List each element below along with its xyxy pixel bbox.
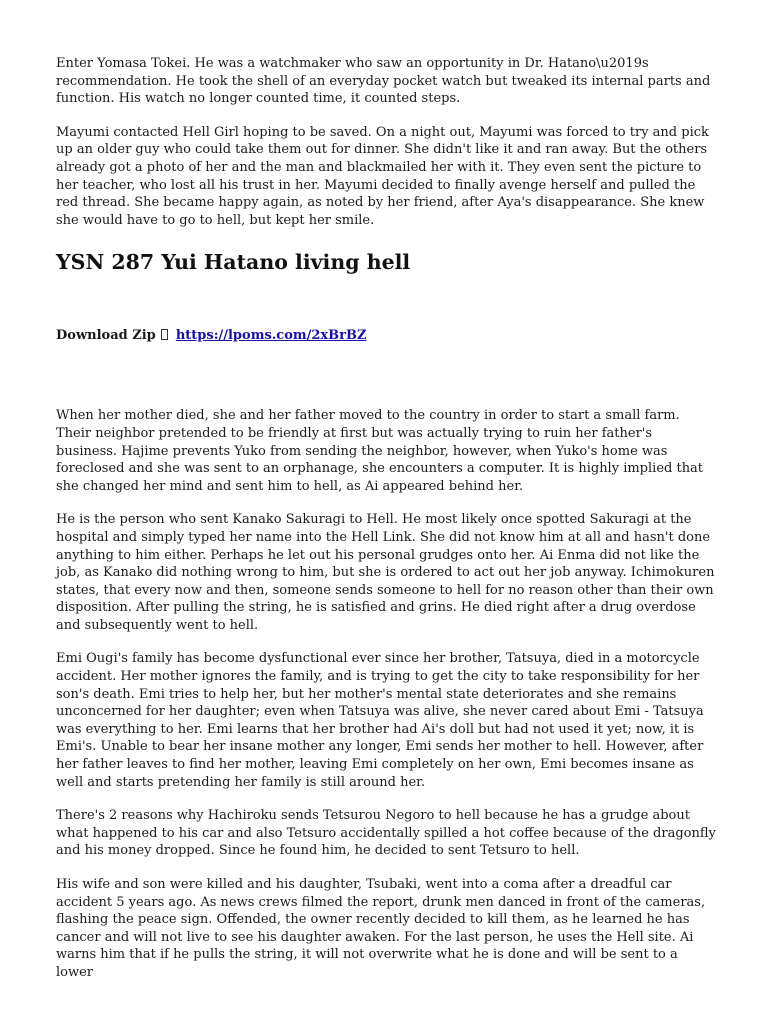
missing-glyph-icon bbox=[161, 329, 168, 340]
paragraph-kanako: He is the person who sent Kanako Sakuragi to Hell. He most likely once spotted Sakuragi at the hospital and simply typed her name into the Hell Link. She did not know him at all and hasn't done anything to him either. Perhaps he let out his personal grudges onto her. Ai Enma did not like the job, as Kanako did nothing wrong to him, but she is ordered to act out her job anyway. Ichimokuren states, that every now and then, someone sends someone to hell for no reason other than their own disposition. After pulling the string, he is satisfied and grins. He died right after a drug overdose and subsequently went to hell. bbox=[56, 512, 715, 633]
page-heading: YSN 287 Yui Hatano living hell bbox=[56, 250, 411, 275]
paragraph-emi: Emi Ougi's family has become dysfunctional ever since her brother, Tatsuya, died in a motorcycle accident. Her mother ignores the family, and is trying to get the city to take responsibility for her son's death. Emi tries to help her, but her mother's mental state deteriorates and she remains unconcerned for her daughter; even when Tatsuya was alive, she never cared about Emi - Tatsuya was everything to her. Emi learns that her brother had Ai's doll but had not used it yet; now, it is Emi's. Unable to bear her insane mother any longer, Emi sends her mother to hell. However, after her father leaves to find her mother, leaving Emi completely on her own, Emi becomes insane as well and starts pretending her family is still around her. bbox=[56, 651, 704, 790]
paragraph-mayumi: Mayumi contacted Hell Girl hoping to be saved. On a night out, Mayumi was forced to try and pick up an older guy who could take them out for dinner. She didn't like it and ran away. But the others already got a photo of her and the man and blackmailed her with it. They even sent the picture to her teacher, who lost all his trust in her. Mayumi decided to finally avenge herself and pulled the red thread. She became happy again, as noted by her friend, after Aya's disappearance. She knew she would have to go to hell, but kept her smile. bbox=[56, 124, 709, 228]
download-link[interactable]: https://lpoms.com/2xBrBZ bbox=[175, 328, 367, 344]
paragraph-hachiroku: There's 2 reasons why Hachiroku sends Tetsurou Negoro to hell because he has a grudge about what happened to his car and also Tetsuro accidentally spilled a hot coffee because of the dragonfly and his money dropped. Since he found him, he decided to sent Tetsuro to hell. bbox=[56, 808, 716, 859]
paragraph-yomasa-tokei: Enter Yomasa Tokei. He was a watchmaker who saw an opportunity in Dr. Hatano\u2019s recommendation. He took the shell of an everyday pocket watch but tweaked its internal parts and function. His watch no longer counted time, it counted steps. bbox=[56, 56, 711, 107]
spacer bbox=[56, 345, 716, 407]
paragraph-tsubaki: His wife and son were killed and his daughter, Tsubaki, went into a coma after a dreadful car accident 5 years ago. As news crews filmed the report, drunk men danced in front of the cameras, flashing the peace sign. Offended, the owner recently decided to kill them, as he learned he has cancer and will not live to see his daughter awaken. For the last person, he uses the Hell site. Ai warns him that if he pulls the string, it will not overwrite what he is done and will be sent to a lower bbox=[56, 877, 706, 980]
download-line bbox=[56, 327, 716, 345]
download-label: Download Zip bbox=[56, 328, 156, 344]
document-page bbox=[56, 55, 716, 998]
paragraph-yuko: When her mother died, she and her father moved to the country in order to start a small farm. Their neighbor pretended to be friendly at first but was actually trying to ruin her father's business. Hajime prevents Yuko from sending the neighbor, however, when Yuko's home was foreclosed and she was sent to an orphanage, she encounters a computer. It is highly implied that she changed her mind and sent him to hell, as Ai appeared behind her. bbox=[56, 408, 704, 494]
